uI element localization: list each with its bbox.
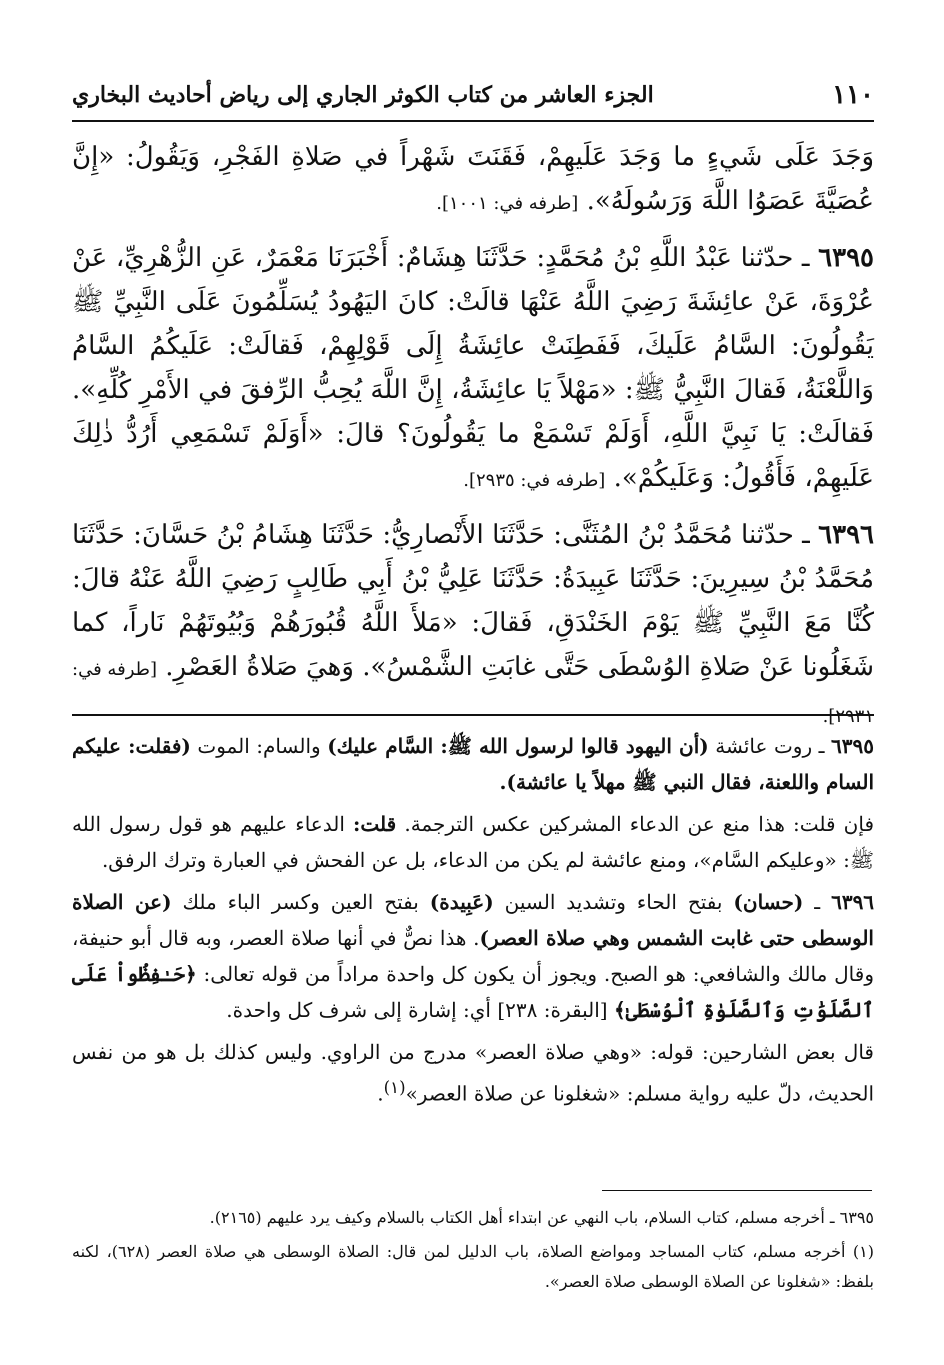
quoted-phrase: (عن الصلاة الوسطى حتى غابت الشمس وهي صلاة العصر) bbox=[72, 890, 874, 950]
hadith-number: ٦٣٩٦ bbox=[818, 520, 874, 550]
commentary-text: والسام: الموت bbox=[197, 734, 321, 758]
footnote: (١) أخرجه مسلم، كتاب المساجد ومواضع الصلاة، باب الدليل لمن قال: الصلاة الوسطى هي صلاة العصر (٦٢٨)، لكنه بلفظ: «شغلونا عن الصلاة الوسطى صلاة العصر». bbox=[72, 1242, 874, 1291]
cross-reference: [طرفه في: ٢٩٣٥]. bbox=[463, 470, 606, 491]
commentary-text: فإن قلت: هذا منع عن الدعاء المشركين عكس الترجمة. bbox=[404, 812, 875, 836]
footnotes bbox=[72, 1203, 874, 1301]
commentary-text: بفتح العين وكسر الباء ملك bbox=[182, 890, 419, 914]
commentary-text: قال بعض الشارحين: قوله: «وهي صلاة العصر» مدرج من الراوي. وليس كذلك بل هو من نفس الحديث، دلّ عليه رواية مسلم: «شغلونا عن صلاة العصر» bbox=[72, 1040, 874, 1106]
footnote: ٦٣٩٥ ـ أخرجه مسلم، كتاب السلام، باب النهي عن ابتداء أهل الكتاب بالسلام وكيف يرد عليهم (٢١٦٥). bbox=[209, 1208, 874, 1227]
verse-reference: [البقرة: ٢٣٨] أي: إشارة إلى شرف كل واحدة. bbox=[226, 998, 608, 1022]
commentary-text: ـ bbox=[814, 890, 821, 914]
hadith-number: ٦٣٩٥ bbox=[818, 243, 875, 273]
quran-verse: ﴿حَـٰفِظُواْ عَلَى ٱلصَّلَوَٰتِ وَٱلصَّلَوٰةِ ٱلْوُسْطَىٰ﴾ bbox=[72, 962, 874, 1022]
section-divider bbox=[72, 714, 874, 716]
quoted-phrase: (أن اليهود قالوا لرسول الله ﷺ: السَّام عليك) bbox=[327, 734, 709, 758]
page-number: ١١٠ bbox=[832, 80, 874, 110]
answer-label: قلت: bbox=[353, 812, 397, 836]
quoted-phrase: (فقلت: عليكم السام واللعنة، فقال النبي ﷺ مهلاً يا عائشة). bbox=[72, 734, 874, 794]
cross-reference: [طرفه في: ٢٩٣١]. bbox=[72, 659, 874, 727]
hadith-text bbox=[72, 135, 874, 749]
cross-reference: [طرفه في: ١٠٠١]. bbox=[436, 193, 579, 214]
header-rule bbox=[72, 120, 874, 122]
footnote-rule bbox=[602, 1190, 872, 1191]
hadith-6395 bbox=[72, 236, 874, 503]
commentary-text: . هذا نصٌّ في أنها صلاة العصر، وبه قال أبو حنيفة، وقال مالك والشافعي: هو الصبح. ويجوز أن يكون كل واحدة مراداً من قوله تعالى: bbox=[72, 926, 874, 986]
running-header bbox=[72, 70, 874, 120]
hadith-continuation-text: وَجَدَ عَلَى شَيءٍ ما وَجَدَ عَلَيهِمْ، فَقَنَتَ شَهْراً في صَلاةِ الفَجْرِ، وَيَقُولُ: «إِنَّ عُصَيَّةَ عَصَوُا اللَّهَ وَرَسُولَهُ». bbox=[72, 142, 874, 216]
commentary-paragraph bbox=[72, 1034, 874, 1112]
commentary-number: ٦٣٩٥ bbox=[831, 734, 874, 758]
commentary-6395 bbox=[72, 728, 874, 800]
hadith-body: ـ حدّثنا مُحَمَّدُ بْنُ المُثَنَّى: حَدَّثَنَا الأَنْصارِيُّ: حَدَّثَنَا هِشَامُ بْنُ حَسَّانَ: حَدَّثَنَا مُحَمَّدُ بْنُ سِيرِينَ: حَدَّثَنَا عَبِيدَةُ: حَدَّثَنَا عَلِيُّ بْنُ أَبِي طَالِبٍ رَضِيَ اللَّهُ عَنْهُ قالَ: كُنَّا مَعَ النَّبِيِّ ﷺ يَوْمَ الخَنْدَقِ، فَقالَ: «مَلأَ اللَّهُ قُبُورَهُمْ وَبُيُوتَهُمْ نَاراً، كما شَغَلُونا عَنْ صَلاةِ الوُسْطَى حَتَّى غابَتِ الشَّمْسُ». وَهيَ صَلاةُ العَصْرِ. bbox=[72, 520, 874, 682]
commentary-number: ٦٣٩٦ bbox=[831, 890, 875, 914]
quoted-phrase: (حسان) bbox=[733, 890, 804, 914]
hadith-6396 bbox=[72, 513, 874, 739]
book-title: الجزء العاشر من كتاب الكوثر الجاري إلى رياض أحاديث البخاري bbox=[72, 82, 654, 108]
commentary-paragraph bbox=[72, 806, 874, 878]
commentary-text: بفتح الحاء وتشديد السين bbox=[504, 890, 723, 914]
hadith-body: ـ حدّثنا عَبْدُ اللَّهِ بْنُ مُحَمَّدٍ: حَدَّثَنَا هِشَامٌ: أَخْبَرَنَا مَعْمَرٌ، عَنِ الزُّهْرِيِّ، عَنْ عُرْوَةَ، عَنْ عائِشَةَ رَضِيَ اللَّهُ عَنْهَا قالَتْ: كانَ اليَهُودُ يُسَلِّمُونَ عَلَى النَّبِيِّ ﷺ يَقُولُونَ: السَّامُ عَلَيكَ، فَفَطِنَتْ عائِشَةُ إِلَى قَوْلِهِمْ، فَقالَتْ: عَلَيكُمُ السَّامُ وَاللَّعْنَةُ، فَقالَ النَّبِيُّ ﷺ: «مَهْلاً يَا عائِشَةُ، إِنَّ اللَّهَ يُحِبُّ الرِّفقَ في الأَمْرِ كُلِّهِ». فَقالَتْ: يَا نَبِيَّ اللَّهِ، أَوَلَمْ تَسْمَعْ ما يَقُولُونَ؟ قالَ: «أَوَلَمْ تَسْمَعِي أَرُدُّ ذٰلِكَ عَلَيهِمْ، فَأَقُولُ: وَعَلَيكُمْ». bbox=[72, 243, 874, 493]
commentary-text: ـ روت عائشة bbox=[715, 734, 825, 758]
commentary-text: الدعاء عليهم هو قول رسول الله ﷺ: «وعليكم السَّام»، ومنع عائشة لم يكن من الدعاء، بل عن الفحش في العبارة وترك الرفق. bbox=[72, 812, 874, 872]
commentary-6396 bbox=[72, 884, 874, 1028]
footnote-marker: (١) bbox=[383, 1078, 406, 1097]
commentary-text: . bbox=[377, 1081, 384, 1106]
commentary bbox=[72, 728, 874, 1118]
hadith-continuation bbox=[72, 135, 874, 226]
quoted-phrase: (عَبِيدة) bbox=[429, 890, 494, 914]
